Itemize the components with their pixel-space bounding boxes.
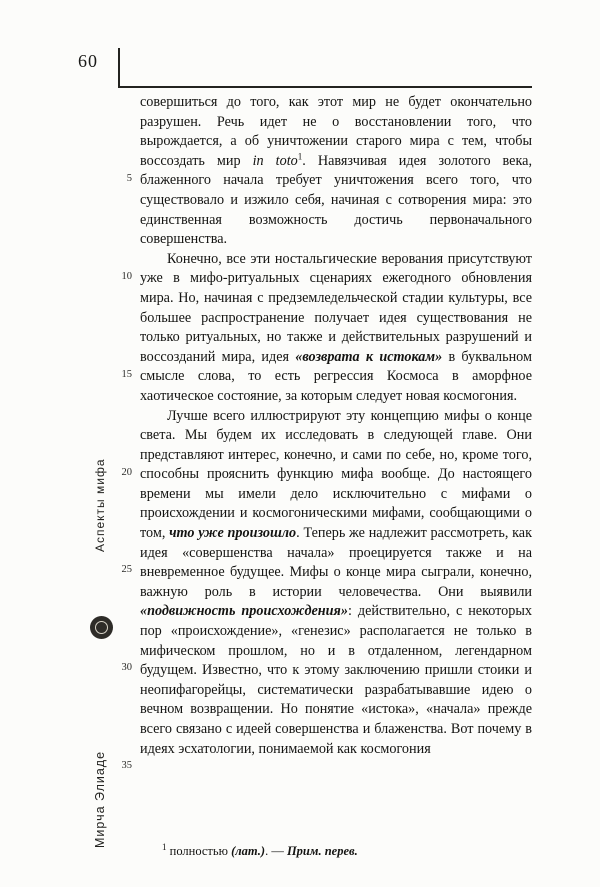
publisher-logo-icon [90,616,113,639]
margin-line-number-20: 20 [121,467,132,478]
text-run: . Навязчивая идея золотого века, блаженного начала требует уничтожения всего того, что существовало и изжило себя, начиная с сотворения мира: это единственная возможность достичь первоначального совершенства. [140,152,532,248]
text-run-sup: 1 [297,151,303,162]
margin-book-title: Аспекты мифа [93,458,107,552]
text-run-bold-italic: (лат.) [231,844,266,858]
text-run-bold-italic: «подвижность происхождения» [140,603,348,620]
text-run-bold-italic: Прим. перев. [286,844,358,858]
text-run-sup: 1 [162,841,167,852]
margin-line-number-15: 15 [121,369,132,380]
text-run-bold-italic: «возврата к истокам» [295,348,443,365]
text-run: Лучше всего иллюстрируют эту концепцию мифы о конце света. Мы будем их исследовать в следующей главе. Они представляют интерес, конечно, и сами по себе, но, кроме того, способны прояснить функцию мифа вообще. До настоящего времени мы имели дело исключительно с мифами о происхождении и космогоническими мифами, сообщающими о том, [140,407,532,542]
text-run: : действительно, с некоторых пор «происхождение», «генезис» располагается не только в мифическом прошлом, но и в отдаленном, легендарном будущем. Известно, что к этому заключению пришли стоики и неопифагорейцы, систематически разрабатывавшие идею о вечном возвращении. Но понятие «истока», «начала» прежде всего связано с идеей совершенства и блаженства. Вот почему в идеях эсхатологии, понимаемой как космогония [140,603,532,757]
margin-author-name: Мирча Элиаде [93,750,107,848]
margin-line-number-10: 10 [121,271,132,282]
text-run: Конечно, все эти ностальгические верования присутствуют уже в мифо-ритуальных сценариях ежегодного обновления мира. Но, начиная с предземледельческой стадии культуры, все большее распространение получает идея существования не только ритуальных, но также и действительных разрушений и воссозданий мира, идея [140,250,532,365]
text-run: в буквальном смысле слова, то есть регрессия Космоса в аморфное хаотическое состояние, за которым следует новая космогония. [140,348,532,404]
margin-line-number-25: 25 [121,564,132,575]
margin-line-number-5: 5 [126,173,132,184]
text-run: полностью [166,844,232,858]
footnote [140,843,532,859]
publisher-logo-inner-ring [95,621,108,634]
text-run: . — [265,844,287,858]
paragraph [140,407,532,760]
text-run: совершиться до того, как этот мир не будет окончательно разрушен. Речь идет не о восстановлении того, что вырождается, а об уничтожении старого мира с тем, чтобы воссоздать мир [140,94,532,169]
margin-line-number-35: 35 [121,760,132,771]
header-rule-horizontal [118,86,532,88]
header-rule-vertical [118,48,120,87]
paragraph [140,93,532,250]
body-text [140,93,532,759]
text-run-italic: in toto [252,152,298,169]
paragraph [140,250,532,407]
margin-line-number-30: 30 [121,662,132,673]
page-number: 60 [78,51,98,71]
text-run-bold-italic: что уже произошло [169,525,297,542]
text-run: . Теперь же надлежит рассмотреть, как идея «совершенства начала» проецируется также и на вневременное будущее. Мифы о конце мира сыграли, конечно, важную роль в истории человечества. Они выявили [140,525,532,600]
